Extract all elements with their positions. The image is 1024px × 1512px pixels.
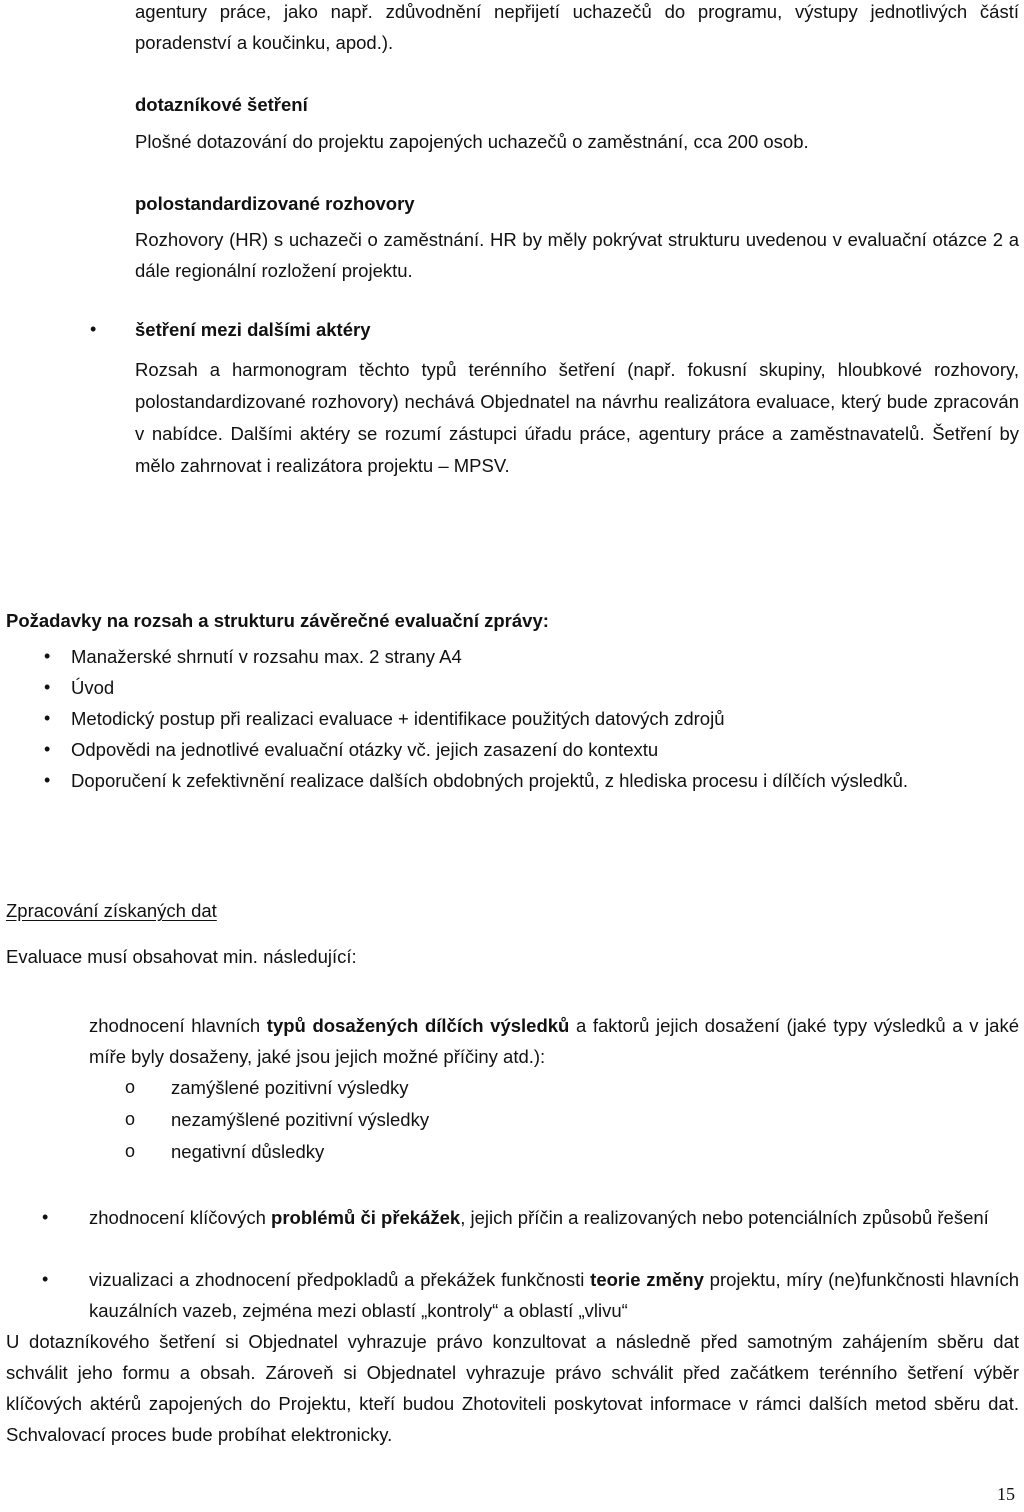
- evaluation-item-problems: [89, 1202, 1019, 1233]
- item-text: projektu, míry (ne)funkčnosti hlavních kauzálních vazeb, zejména mezi oblastí „kontroly“ a oblastí „vlivu“: [89, 1269, 1019, 1321]
- item-text: zhodnocení klíčových: [89, 1207, 272, 1228]
- item-bold-text: problémů či překážek: [271, 1207, 461, 1228]
- page-number: 15: [997, 1484, 1015, 1504]
- bullet-icon: •: [42, 1207, 49, 1227]
- sub-list-item: negativní důsledky: [171, 1141, 325, 1162]
- item-text: a faktorů jejich dosažení (jaké typy výsledků a v jaké míře byly dosaženy, jaké jsou jejich možné příčiny atd.):: [89, 1015, 1020, 1067]
- bullet-icon: •: [44, 646, 51, 666]
- bullet-icon: •: [44, 770, 51, 790]
- list-item: Odpovědi na jednotlivé evaluační otázky vč. jejich zasazení do kontextu: [71, 739, 659, 760]
- processing-intro: Evaluace musí obsahovat min. následující:: [6, 946, 357, 967]
- continuation-paragraph: agentury práce, jako např. zdůvodnění nepřijetí uchazečů do programu, výstupy jednotlivých částí poradenství a koučinku, apod.).: [135, 1, 1019, 53]
- polostandard-text: Rozhovory (HR) s uchazeči o zaměstnání. HR by měly pokrývat strukturu uvedenou v evaluační otázce 2 a dále regionální rozložení projektu.: [135, 229, 1019, 281]
- circle-bullet-icon: o: [125, 1109, 136, 1129]
- sub-list-item: zamýšlené pozitivní výsledky: [171, 1077, 409, 1098]
- bullet-icon: •: [44, 677, 51, 697]
- sub-list-item: nezamýšlené pozitivní výsledky: [171, 1109, 430, 1130]
- bullet-icon: •: [42, 1269, 49, 1289]
- evaluation-item-theory: [89, 1264, 1019, 1326]
- bullet-icon: •: [44, 739, 51, 759]
- bullet-icon: •: [44, 708, 51, 728]
- circle-bullet-icon: o: [125, 1077, 136, 1097]
- bullet-icon: •: [90, 319, 97, 339]
- dotaznikove-text: Plošné dotazování do projektu zapojených uchazečů o zaměstnání, cca 200 osob.: [135, 131, 809, 152]
- list-item: Metodický postup při realizaci evaluace + identifikace použitých datových zdrojů: [71, 708, 725, 729]
- list-item: Manažerské shrnutí v rozsahu max. 2 strany A4: [71, 646, 462, 667]
- evaluation-item-results: [89, 1010, 1019, 1072]
- item-text: vizualizaci a zhodnocení předpokladů a překážek funkčnosti: [89, 1269, 591, 1290]
- setreni-heading: šetření mezi dalšími aktéry: [135, 319, 371, 340]
- closing-paragraph: U dotazníkového šetření si Objednatel vyhrazuje právo konzultovat a následně před samotným zahájením sběru dat schválit jeho formu a obsah. Zároveň si Objednatel vyhrazuje právo schválit před začátkem terénního šetření výběr klíčových aktérů zapojených do Projektu, kteří budou Zhotoviteli poskytovat informace v rámci dalších metod sběru dat. Schvalovací proces bude probíhat elektronicky.: [6, 1331, 1019, 1445]
- circle-bullet-icon: o: [125, 1141, 136, 1161]
- setreni-text: Rozsah a harmonogram těchto typů terénního šetření (např. fokusní skupiny, hloubkové rozhovory, polostandardizované rozhovory) nechává Objednatel na návrhu realizátora evaluace, který bude zpracován v nabídce. Dalšími aktéry se rozumí zástupci úřadu práce, agentury práce a zaměstnavatelů. Šetření by mělo zahrnovat i realizátora projektu – MPSV.: [135, 359, 1019, 476]
- item-text: zhodnocení hlavních: [89, 1015, 267, 1036]
- requirements-heading: Požadavky na rozsah a strukturu závěrečné evaluační zprávy:: [6, 610, 549, 631]
- processing-heading: Zpracování získaných dat: [6, 900, 217, 921]
- polostandard-heading: polostandardizované rozhovory: [135, 193, 415, 214]
- list-item: Úvod: [71, 677, 115, 698]
- item-bold-text: teorie změny: [590, 1269, 704, 1290]
- dotaznikove-heading: dotazníkové šetření: [135, 94, 308, 115]
- item-bold-text: typů dosažených dílčích výsledků: [266, 1015, 570, 1036]
- list-item: Doporučení k zefektivnění realizace dalších obdobných projektů, z hlediska procesu i dílčích výsledků.: [71, 770, 909, 791]
- item-text: , jejich příčin a realizovaných nebo potenciálních způsobů řešení: [460, 1207, 989, 1228]
